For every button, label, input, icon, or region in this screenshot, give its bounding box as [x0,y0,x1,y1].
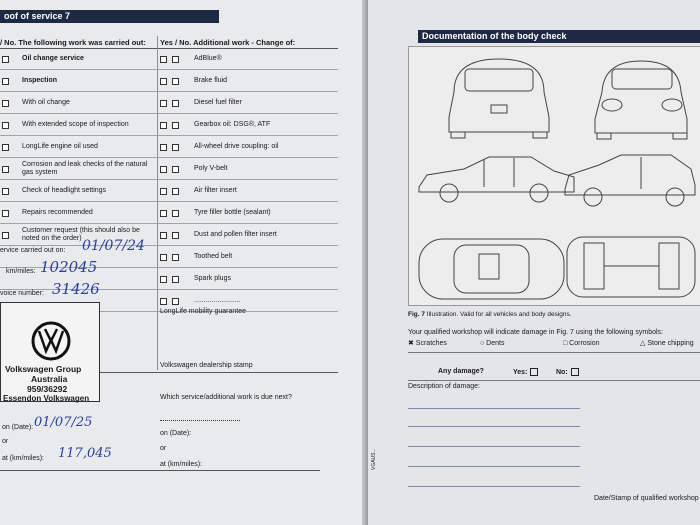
additional-no-checkbox[interactable] [172,56,179,63]
additional-work-label: Spark plugs [194,275,231,282]
work-item-label: Oil change service [22,55,84,62]
work-checkbox[interactable] [2,122,9,129]
damage-no [556,368,579,377]
work-checkbox[interactable] [2,100,9,107]
work-checkbox[interactable] [2,56,9,63]
additional-yes-checkbox[interactable] [160,188,167,195]
table-row [0,70,338,92]
stamp-line-4: Essendon Volkswagen [3,394,90,403]
table-row [0,114,338,136]
answer-line [160,420,240,421]
symbol-dents: ○ Dents [480,340,505,347]
damage-description-label: Description of damage: [408,383,480,390]
additional-yes-checkbox[interactable] [160,254,167,261]
stamp-line-1: Volkswagen Group [5,364,82,374]
work-item-label: Inspection [22,77,58,84]
additional-work-label: Tyre filler bottle (sealant) [194,209,271,216]
additional-no-checkbox[interactable] [172,122,179,129]
additional-yes-checkbox[interactable] [160,276,167,283]
work-item-label: With oil change [22,99,70,106]
symbol-stone-chipping: △ Stone chipping [640,340,694,347]
date-stamp-label: Date/Stamp of qualified workshop [594,495,699,502]
dealership-stamp-label: Volkswagen dealership stamp [160,362,253,369]
vehicle-diagram [408,46,700,306]
or-label: or [2,438,9,445]
additional-work-label: AdBlue® [194,55,222,62]
table-row [0,136,338,158]
body-check-page [368,0,700,525]
additional-no-checkbox[interactable] [172,78,179,85]
right-or-label: or [160,445,167,452]
work-checkbox[interactable] [2,166,9,173]
table-row [0,92,338,114]
description-line-3[interactable] [408,446,580,447]
additional-work-label: Brake fluid [194,77,228,84]
table-row [0,48,338,70]
additional-yes-checkbox[interactable] [160,298,167,305]
work-item-label: With extended scope of inspection [22,121,129,128]
figure-caption [408,311,572,319]
description-line-2[interactable] [408,426,580,427]
damage-no-checkbox[interactable] [571,368,579,376]
stamp-line-3: 959/36292 [27,384,68,394]
additional-yes-checkbox[interactable] [160,232,167,239]
next-service-question: Which service/additional work is due next? [160,394,292,401]
additional-no-checkbox[interactable] [172,144,179,151]
figure-caption-text: Illustration. Valid for all vehicles and body designs. [426,311,572,318]
work-checkbox[interactable] [2,78,9,85]
additional-work-label: ........................ [194,297,241,304]
service-date-value: 01/07/24 [82,238,145,254]
service-date-label: ervice carried out on: [0,247,66,254]
work-checkbox[interactable] [2,144,9,151]
work-item-label: Corrosion and leak checks of the natural gas system [22,161,148,176]
additional-no-checkbox[interactable] [172,188,179,195]
additional-work-label: Gearbox oil: DSG®, ATF [194,121,271,128]
bottom-rule [0,470,320,471]
figure-number: Fig. 7 [408,311,425,318]
stamp-line-2: Australia [31,374,68,384]
table-row [0,158,338,180]
next-at-label: at (km/miles): [2,455,44,462]
additional-work-label: Poly V-belt [194,165,228,172]
additional-yes-checkbox[interactable] [160,78,167,85]
damage-yes-label: Yes: [513,368,528,376]
additional-yes-checkbox[interactable] [160,100,167,107]
additional-no-checkbox[interactable] [172,166,179,173]
additional-no-checkbox[interactable] [172,254,179,261]
additional-work-label: Air filter insert [194,187,237,194]
dealer-stamp [0,302,100,402]
work-checkbox[interactable] [2,210,9,217]
divider [408,380,700,381]
additional-work-label: All-wheel drive coupling: oil [194,143,279,150]
description-line-1[interactable] [408,408,580,409]
additional-yes-checkbox[interactable] [160,144,167,151]
right-on-label: on (Date): [160,430,192,437]
any-damage-label: Any damage? [438,368,484,375]
divider [408,352,700,353]
table-row [0,202,338,224]
additional-work-label: Diesel fuel filter [194,99,242,106]
description-line-5[interactable] [408,486,580,487]
next-km-value: 117,045 [58,446,112,461]
column-header-additional-work: Yes / No. Additional work - Change of: [160,38,296,47]
next-on-label: on (Date): [2,424,34,431]
longlife-guarantee: LongLife mobility guarantee [160,308,247,315]
car-outlines-icon [409,47,700,305]
additional-yes-checkbox[interactable] [160,122,167,129]
work-item-label: Repairs recommended [22,209,93,216]
body-check-header: Documentation of the body check [418,30,700,43]
additional-no-checkbox[interactable] [172,100,179,107]
km-value: 102045 [40,258,98,276]
vw-logo-icon [31,321,71,361]
column-header-carried-out: / No. The following work was carried out: [0,38,146,47]
additional-no-checkbox[interactable] [172,232,179,239]
additional-work-label: Toothed belt [194,253,233,260]
form-code: VGAUS... [371,448,377,470]
invoice-label: voice number: [0,290,44,297]
work-item-label: LongLife engine oil used [22,143,98,150]
symbol-scratches: ✖ Scratches [408,340,447,347]
additional-yes-checkbox[interactable] [160,56,167,63]
damage-yes-checkbox[interactable] [530,368,538,376]
damage-yes [513,368,538,377]
work-checkbox[interactable] [2,232,9,239]
work-item-label: Check of headlight settings [22,187,107,194]
additional-yes-checkbox[interactable] [160,210,167,217]
additional-no-checkbox[interactable] [172,210,179,217]
symbol-corrosion: □ Corrosion [563,340,600,347]
work-checkbox[interactable] [2,188,9,195]
additional-yes-checkbox[interactable] [160,166,167,173]
symbol-instruction: Your qualified workshop will indicate damage in Fig. 7 using the following symbols: [408,329,663,336]
right-at-label: at (km/miles): [160,461,202,468]
table-row [0,224,338,246]
proof-of-service-header: oof of service 7 [0,10,219,23]
next-date-value: 01/07/25 [34,415,93,430]
additional-no-checkbox[interactable] [172,298,179,305]
invoice-value: 31426 [52,280,100,298]
work-item-label: Customer request (this should also be noted on the order) [22,227,140,242]
description-line-4[interactable] [408,466,580,467]
additional-no-checkbox[interactable] [172,276,179,283]
additional-work-label: Dust and pollen filter insert [194,231,277,238]
km-label: km/miles: [6,268,36,275]
damage-no-label: No: [556,368,568,376]
table-row [0,180,338,202]
